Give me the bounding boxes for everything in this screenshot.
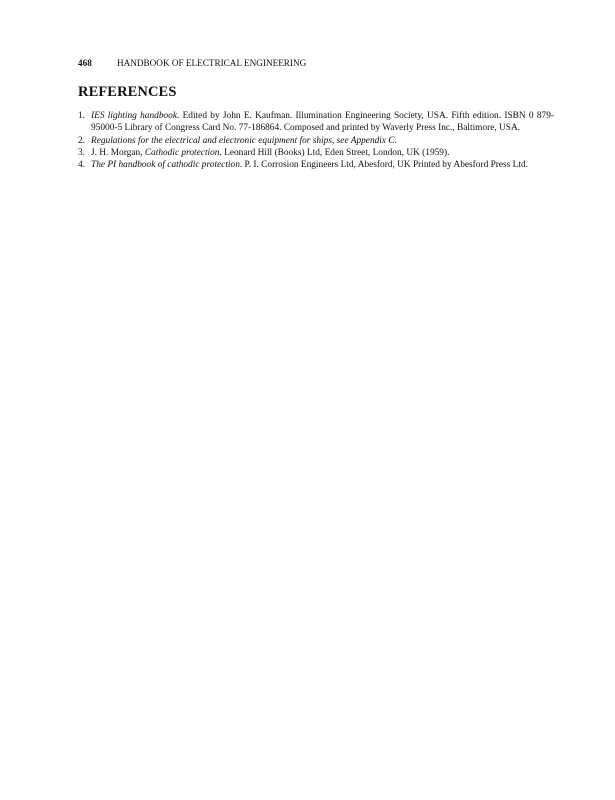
- reference-number: 2.: [78, 135, 86, 146]
- section-title: REFERENCES: [78, 84, 177, 100]
- reference-text: [91, 135, 554, 147]
- reference-title: Cathodic protection: [144, 147, 220, 158]
- document-page: [78, 57, 554, 171]
- running-header: [78, 57, 554, 69]
- reference-details: . P. I. Corrosion Engineers Ltd, Abesford, UK Printed by Abesford Press Ltd.: [239, 160, 528, 171]
- reference-list: [78, 110, 554, 171]
- reference-author: J. H. Morgan,: [91, 147, 145, 158]
- reference-item: [78, 110, 554, 135]
- running-title: HANDBOOK OF ELECTRICAL ENGINEERING: [117, 58, 307, 68]
- reference-item: [78, 135, 554, 147]
- reference-number: 1.: [78, 111, 86, 121]
- reference-details: . Edited by John E. Kaufman. Illumination Engineering Society, USA. Fifth edition. ISBN 0 879-95000-5 Library of Congress Card No. 77-186864. Composed and printed by Waverly Press Inc., Baltimore, USA.: [91, 111, 554, 134]
- reference-item: [78, 147, 554, 159]
- reference-text: [91, 110, 554, 135]
- reference-title: Regulations for the electrical and electronic equipment for ships, see Appendix C.: [91, 135, 397, 146]
- reference-details: . Leonard Hill (Books) Ltd, Eden Street, London, UK (1959).: [219, 147, 450, 158]
- reference-text: [91, 159, 554, 171]
- reference-number: 3.: [78, 147, 86, 158]
- reference-title: IES lighting handbook: [91, 111, 177, 121]
- reference-title: The PI handbook of cathodic protection: [91, 160, 240, 171]
- reference-number: 4.: [78, 160, 86, 171]
- reference-item: [78, 159, 554, 171]
- page-number: 468: [78, 58, 92, 68]
- reference-text: [91, 147, 554, 159]
